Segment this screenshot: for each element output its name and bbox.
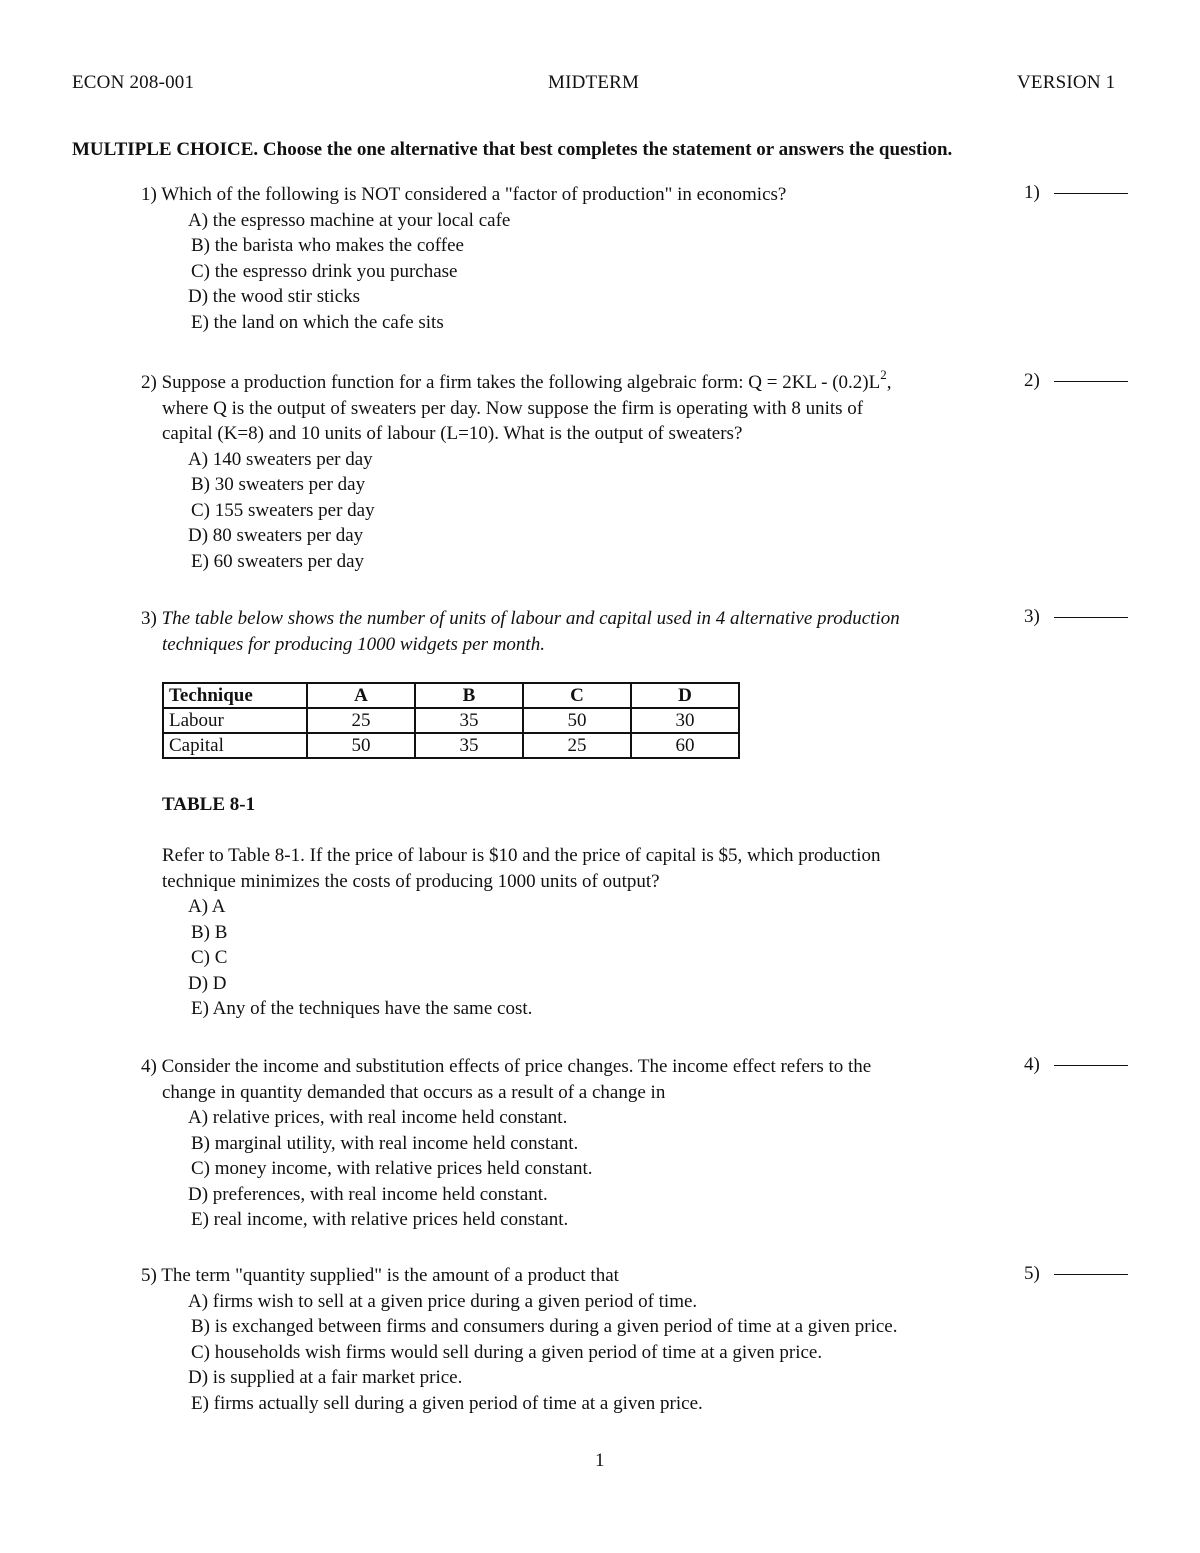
exam-title: MIDTERM — [548, 72, 640, 93]
question-1-option-a: A) the espresso machine at your local cafe — [188, 209, 511, 231]
question-3-intro-text: The table below shows the number of units of labour and capital used in 4 alternative production — [161, 608, 900, 629]
question-3-option-d: D) D — [188, 972, 227, 994]
table-cell: Labour — [163, 708, 307, 733]
question-3-option-e: E) Any of the techniques have the same cost. — [191, 998, 533, 1019]
question-1-option-d: D) the wood stir sticks — [188, 286, 361, 307]
table-cell: 50 — [307, 733, 415, 758]
exponent: 2 — [880, 366, 887, 382]
answer-blank[interactable] — [1054, 616, 1128, 618]
question-2-stem-line-1 — [141, 366, 1021, 396]
answer-slot-1 — [1024, 182, 1128, 204]
table-cell: 25 — [523, 733, 631, 758]
question-2-stem-line-2: where Q is the output of sweaters per day. Now suppose the firm is operating with 8 units of — [162, 397, 864, 419]
table-cell: 50 — [523, 708, 631, 733]
answer-blank[interactable] — [1054, 1064, 1128, 1066]
question-3-intro — [141, 606, 1021, 657]
question-2-option-e: E) 60 sweaters per day — [191, 550, 365, 572]
question-2 — [141, 366, 1021, 574]
table-header-cell: C — [523, 683, 631, 708]
table-header-cell: Technique — [163, 683, 307, 708]
table-header-row — [163, 683, 739, 708]
question-3-option-b: B) B — [191, 921, 228, 943]
question-3 — [141, 843, 1021, 1022]
question-2-option-a: A) 140 sweaters per day — [188, 448, 373, 470]
question-1-option-b: B) the barista who makes the coffee — [191, 235, 464, 256]
table-row — [163, 733, 739, 758]
production-techniques-table — [162, 682, 740, 759]
question-2-option-c: C) 155 sweaters per day — [191, 499, 375, 521]
answer-blank[interactable] — [1054, 192, 1128, 194]
table-header-cell: A — [307, 683, 415, 708]
question-5-stem: 5) The term "quantity supplied" is the amount of a product that — [141, 1265, 619, 1286]
question-4-option-e: E) real income, with relative prices held constant. — [191, 1209, 569, 1230]
table-cell: 30 — [631, 708, 739, 733]
question-5-option-b: B) is exchanged between firms and consumers during a given period of time at a given price. — [191, 1316, 898, 1337]
course-code: ECON 208-001 — [72, 72, 195, 93]
answer-slot-5 — [1024, 1263, 1128, 1285]
answer-number: 5) — [1024, 1263, 1040, 1284]
table-cell: 25 — [307, 708, 415, 733]
question-1-stem: 1) Which of the following is NOT considered a "factor of production" in economics? — [141, 184, 787, 205]
answer-number: 2) — [1024, 370, 1040, 391]
question-2-stem-line-3: capital (K=8) and 10 units of labour (L=10). What is the output of sweaters? — [162, 423, 743, 444]
question-4-option-d: D) preferences, with real income held constant. — [188, 1183, 548, 1205]
question-2-option-d: D) 80 sweaters per day — [188, 525, 364, 546]
question-4 — [141, 1054, 1021, 1233]
answer-number: 4) — [1024, 1054, 1040, 1075]
question-4-stem-line-1: 4) Consider the income and substitution effects of price changes. The income effect refers to the — [141, 1056, 872, 1077]
question-5-option-e: E) firms actually sell during a given period of time at a given price. — [191, 1392, 703, 1414]
question-1-option-c: C) the espresso drink you purchase — [191, 260, 458, 282]
exam-version: VERSION 1 — [1017, 72, 1116, 93]
question-1-option-e: E) the land on which the cafe sits — [191, 311, 444, 333]
question-2-formula-text: 2) Suppose a production function for a firm takes the following algebraic form: Q = 2KL - (0.2)L — [141, 372, 881, 393]
table-cell: 60 — [631, 733, 739, 758]
question-5-option-d: D) is supplied at a fair market price. — [188, 1367, 463, 1388]
question-5 — [141, 1263, 1021, 1416]
question-3-number: 3) — [141, 608, 157, 629]
table-row — [163, 708, 739, 733]
table-cell: Capital — [163, 733, 307, 758]
question-1 — [141, 182, 1021, 335]
page-number: 1 — [595, 1450, 605, 1471]
answer-number: 3) — [1024, 606, 1040, 627]
answer-slot-2 — [1024, 370, 1128, 392]
answer-number: 1) — [1024, 182, 1040, 203]
answer-blank[interactable] — [1054, 1273, 1128, 1275]
question-3-stem-line-1: Refer to Table 8-1. If the price of labour is $10 and the price of capital is $5, which production — [162, 845, 881, 866]
table-header-cell: D — [631, 683, 739, 708]
question-3-intro-line-2: techniques for producing 1000 widgets per month. — [162, 633, 545, 655]
answer-slot-4 — [1024, 1054, 1128, 1076]
section-instructions: MULTIPLE CHOICE. Choose the one alternative that best completes the statement or answers the question. — [72, 139, 953, 160]
question-4-stem-line-2: change in quantity demanded that occurs as a result of a change in — [162, 1081, 666, 1103]
table-header-cell: B — [415, 683, 523, 708]
question-4-option-c: C) money income, with relative prices held constant. — [191, 1158, 593, 1179]
question-3-option-c: C) C — [191, 947, 228, 968]
question-5-option-c: C) households wish firms would sell during a given period of time at a given price. — [191, 1341, 823, 1363]
answer-blank[interactable] — [1054, 380, 1128, 382]
table-cell: 35 — [415, 708, 523, 733]
question-5-option-a: A) firms wish to sell at a given price during a given period of time. — [188, 1290, 698, 1312]
question-4-option-a: A) relative prices, with real income held constant. — [188, 1107, 568, 1128]
question-3-intro-line-1 — [141, 606, 1021, 632]
table-cell: 35 — [415, 733, 523, 758]
question-3-option-a: A) A — [188, 896, 226, 917]
question-4-option-b: B) marginal utility, with real income held constant. — [191, 1132, 579, 1154]
question-2-option-b: B) 30 sweaters per day — [191, 474, 366, 495]
table-caption: TABLE 8-1 — [162, 794, 256, 815]
question-3-stem-line-2: technique minimizes the costs of producing 1000 units of output? — [162, 870, 660, 892]
punctuation: , — [886, 372, 892, 393]
answer-slot-3 — [1024, 606, 1128, 628]
